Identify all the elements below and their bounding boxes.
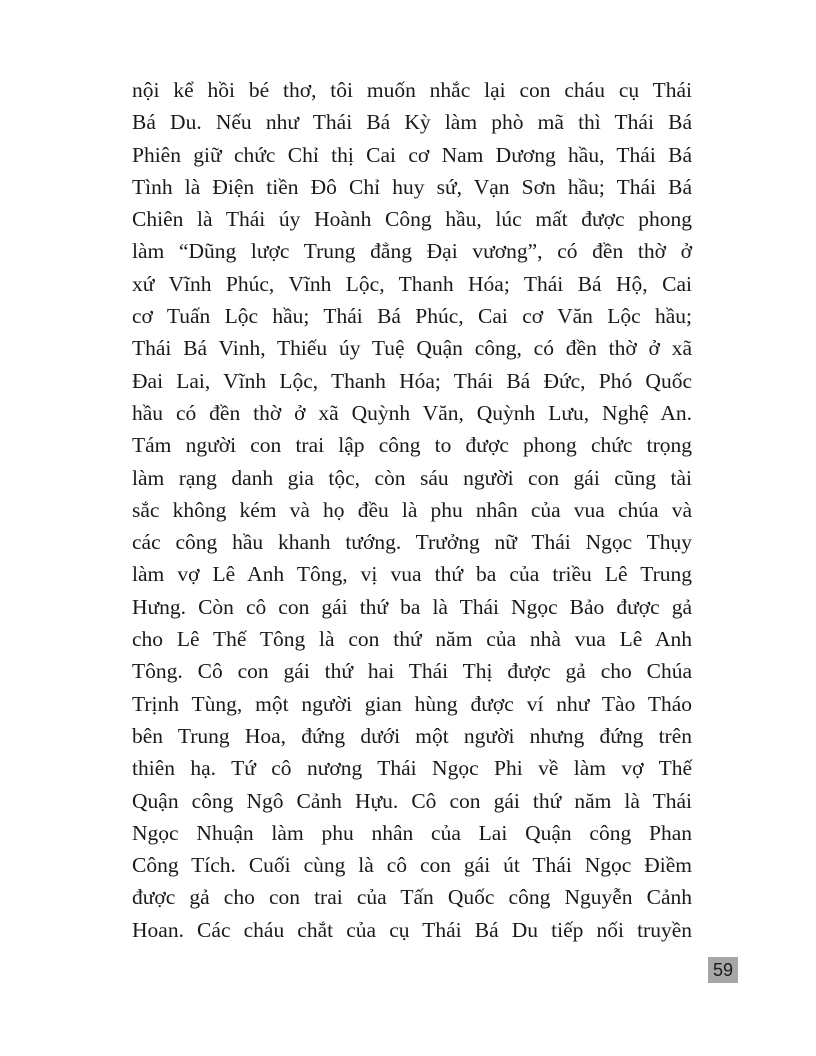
- text-line: Chiên là Thái úy Hoành Công hầu, lúc mất được phong: [132, 207, 692, 232]
- text-line: sắc không kém và họ đều là phu nhân của vua chúa và: [132, 497, 692, 522]
- text-line: Tông. Cô con gái thứ hai Thái Thị được gả cho Chúa: [132, 659, 692, 684]
- text-line: cho Lê Thế Tông là con thứ năm của nhà vua Lê Anh: [132, 627, 692, 652]
- text-line: Hưng. Còn cô con gái thứ ba là Thái Ngọc Bảo được gả: [132, 594, 692, 619]
- text-line: nội kể hồi bé thơ, tôi muốn nhắc lại con cháu cụ Thái: [132, 78, 692, 102]
- text-line: bên Trung Hoa, đứng dưới một người nhưng đứng trên: [132, 723, 692, 748]
- text-line: được gả cho con trai của Tấn Quốc công Nguyễn Cảnh: [132, 885, 692, 910]
- text-line: Phiên giữ chức Chỉ thị Cai cơ Nam Dương hầu, Thái Bá: [132, 142, 692, 167]
- text-line: làm “Dũng lược Trung đẳng Đại vương”, có đền thờ ở: [132, 239, 692, 264]
- text-line: Quận công Ngô Cảnh Hựu. Cô con gái thứ năm là Thái: [132, 788, 692, 813]
- text-line: Thái Bá Vinh, Thiếu úy Tuệ Quận công, có đền thờ ở xã: [132, 336, 692, 361]
- text-line: Trịnh Tùng, một người gian hùng được ví như Tào Tháo: [132, 691, 692, 716]
- text-line: xứ Vĩnh Phúc, Vĩnh Lộc, Thanh Hóa; Thái Bá Hộ, Cai: [132, 271, 692, 296]
- text-line: Hoan. Các cháu chắt của cụ Thái Bá Du tiếp nối truyền: [132, 917, 692, 942]
- text-line: Công Tích. Cuối cùng là cô con gái út Thái Ngọc Điềm: [132, 853, 692, 878]
- text-line: Ngọc Nhuận làm phu nhân của Lai Quận công Phan: [132, 820, 692, 845]
- page-number: 59: [708, 957, 738, 983]
- text-line: Tám người con trai lập công to được phong chức trọng: [132, 433, 692, 458]
- text-line: làm vợ Lê Anh Tông, vị vua thứ ba của triều Lê Trung: [132, 562, 692, 587]
- text-line: Bá Du. Nếu như Thái Bá Kỳ làm phò mã thì Thái Bá: [132, 110, 692, 135]
- text-line: làm rạng danh gia tộc, còn sáu người con gái cũng tài: [132, 465, 692, 490]
- text-line: cơ Tuấn Lộc hầu; Thái Bá Phúc, Cai cơ Văn Lộc hầu;: [132, 304, 692, 329]
- body-text: [132, 74, 692, 946]
- text-line: Đai Lai, Vĩnh Lộc, Thanh Hóa; Thái Bá Đức, Phó Quốc: [132, 368, 692, 393]
- text-line: thiên hạ. Tứ cô nương Thái Ngọc Phi về làm vợ Thế: [132, 756, 692, 781]
- text-line: hầu có đền thờ ở xã Quỳnh Văn, Quỳnh Lưu, Nghệ An.: [132, 400, 692, 425]
- text-line: các công hầu khanh tướng. Trưởng nữ Thái Ngọc Thụy: [132, 530, 692, 555]
- text-line: Tình là Điện tiền Đô Chỉ huy sứ, Vạn Sơn hầu; Thái Bá: [132, 174, 692, 199]
